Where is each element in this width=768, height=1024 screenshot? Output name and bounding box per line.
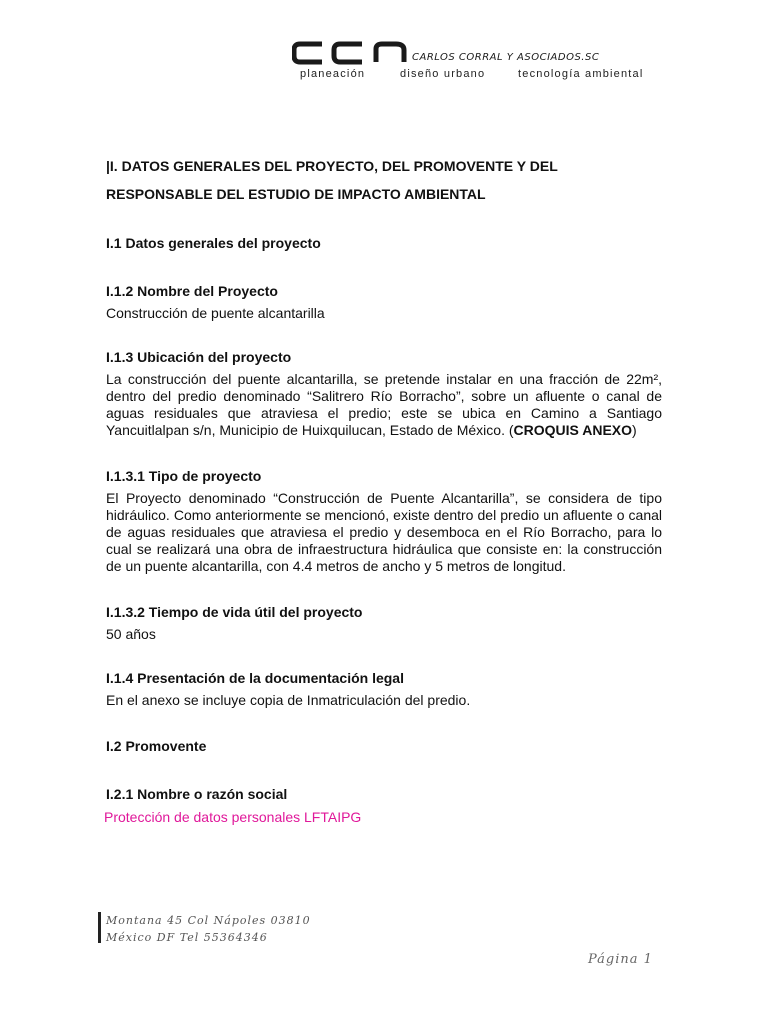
letterhead [292, 40, 672, 84]
svg-text:CARLOS CORRAL Y ASOCIADOS.SC: CARLOS CORRAL Y ASOCIADOS.SC [412, 52, 600, 63]
footer-divider [98, 912, 101, 943]
heading-promovente: I.2 Promovente [106, 738, 207, 754]
heading-tiempo-vida: I.1.3.2 Tiempo de vida útil del proyecto [106, 604, 363, 620]
document-body [106, 152, 662, 826]
croquis-anexo: CROQUIS ANEXO [513, 422, 633, 438]
heading-tipo-proyecto: I.1.3.1 Tipo de proyecto [106, 468, 262, 484]
heading-documentacion-legal: I.1.4 Presentación de la documentación legal [106, 670, 404, 686]
document-title-line1: |I. DATOS GENERALES DEL PROYECTO, DEL PROMOVENTE Y DEL [106, 158, 558, 174]
footer-address [106, 912, 311, 946]
section-1-1-3-2 [106, 603, 662, 643]
section-1-2 [106, 737, 662, 755]
section-1-1 [106, 234, 662, 252]
ubicacion-body: La construcción del puente alcantarilla, se pretende instalar en una fracción de 22m², dentro del predio denominado “Salitrero Río Borracho”, sobre un afluente o canal de aguas residuales que atraviesa el predio; este se ubica en Camino a Santiago Yancuitlalpan s/n, Municipio de Huixquilucan, Estado de México. ( [106, 371, 662, 438]
ubicacion-tail: ) [632, 422, 637, 438]
heading-ubicacion: I.1.3 Ubicación del proyecto [106, 349, 292, 365]
section-1-1-4 [106, 669, 662, 709]
section-1-1-3 [106, 348, 662, 439]
footer-address-line2: México DF Tel 55364346 [106, 931, 268, 944]
tagline-diseno: diseño urbano [400, 68, 486, 80]
section-1-1-3-1 [106, 467, 662, 575]
section-1-2-1 [106, 785, 662, 826]
tagline-tecnologia: tecnología ambiental [518, 68, 644, 80]
section-1-1-2 [106, 282, 662, 322]
tagline-planeacion: planeación [300, 68, 366, 80]
tipo-proyecto-text: El Proyecto denominado “Construcción de Puente Alcantarilla”, se considera de tipo hidráulico. Como anteriormente se mencionó, existe dentro del predio un afluente o canal de aguas residuales que atraviesa el predio y desemboca en el Río Borracho, para lo cual se realizará una obra de infraestructura hidráulica que consiste en: la construcción de un puente alcantarilla, con 4.4 metros de ancho y 5 metros de longitud. [106, 490, 662, 574]
heading-datos-generales: I.1 Datos generales del proyecto [106, 235, 321, 251]
heading-nombre-razon-social: I.2.1 Nombre o razón social [106, 786, 288, 802]
page-number: Página 1 [588, 952, 653, 967]
document-title-line2: RESPONSABLE DEL ESTUDIO DE IMPACTO AMBIENTAL [106, 186, 486, 202]
datos-personales-protegidos: Protección de datos personales LFTAIPG [104, 809, 362, 825]
nombre-proyecto-text: Construcción de puente alcantarilla [106, 305, 325, 321]
ubicacion-text [106, 371, 662, 439]
documentacion-legal-text: En el anexo se incluye copia de Inmatriculación del predio. [106, 692, 471, 708]
footer-address-line1: Montana 45 Col Nápoles 03810 [106, 914, 311, 927]
tiempo-vida-text: 50 años [106, 626, 156, 642]
ccn-logo [292, 40, 672, 66]
heading-nombre-proyecto: I.1.2 Nombre del Proyecto [106, 283, 278, 299]
